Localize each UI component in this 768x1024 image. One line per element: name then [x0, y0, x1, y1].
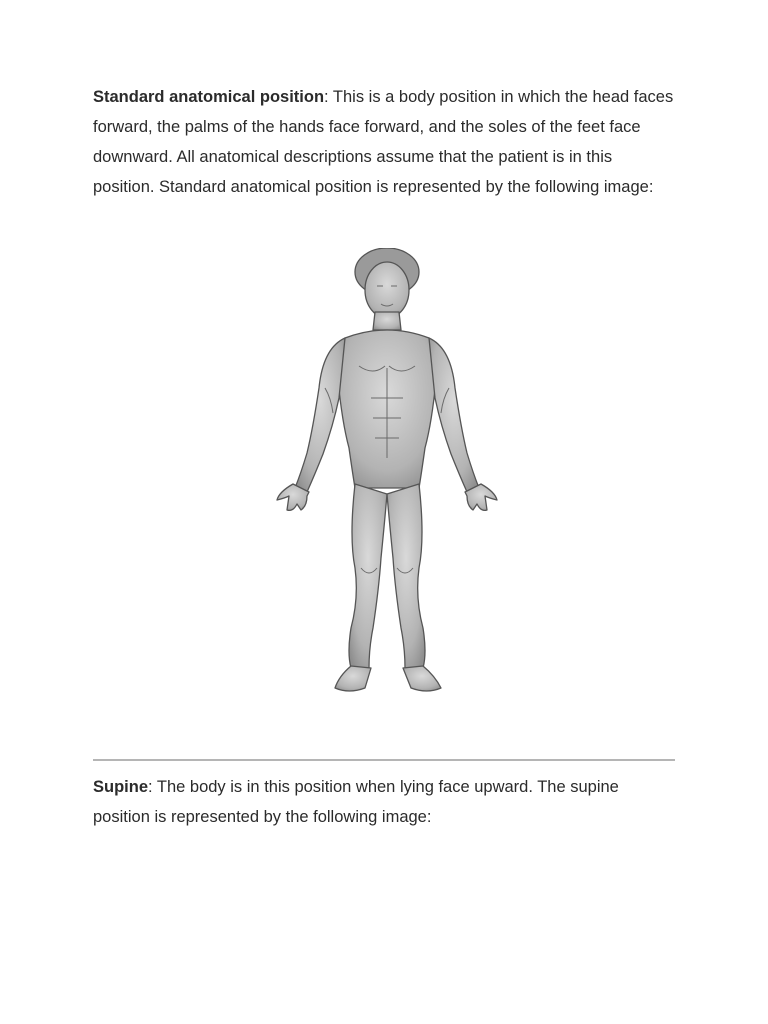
left-foot-shape — [335, 666, 371, 691]
supine-position-paragraph — [93, 772, 675, 832]
standard-position-description: : This is a body position in which the head faces forward, the palms of the hands face forward, and the soles of the feet face downward. All anatomical descriptions assume that the patient is in this position. Standard anatomical position is represented by the following image: — [93, 88, 674, 196]
neck-shape — [373, 312, 401, 330]
section-divider — [93, 759, 675, 761]
section-standard-position — [93, 82, 675, 726]
right-arm-shape — [429, 338, 479, 492]
right-foot-shape — [403, 666, 441, 691]
right-leg-shape — [387, 484, 425, 668]
head-shape — [365, 262, 409, 318]
supine-term: Supine — [93, 778, 149, 796]
anatomical-position-figure — [93, 236, 675, 726]
human-body-illustration — [273, 248, 503, 708]
standard-position-paragraph — [93, 82, 675, 202]
left-leg-shape — [349, 484, 387, 668]
standard-position-term: Standard anatomical position — [93, 88, 325, 106]
supine-description: : The body is in this position when lying face upward. The supine position is represented by the following image: — [93, 778, 619, 826]
section-supine-position — [93, 772, 675, 832]
left-arm-shape — [295, 338, 345, 492]
